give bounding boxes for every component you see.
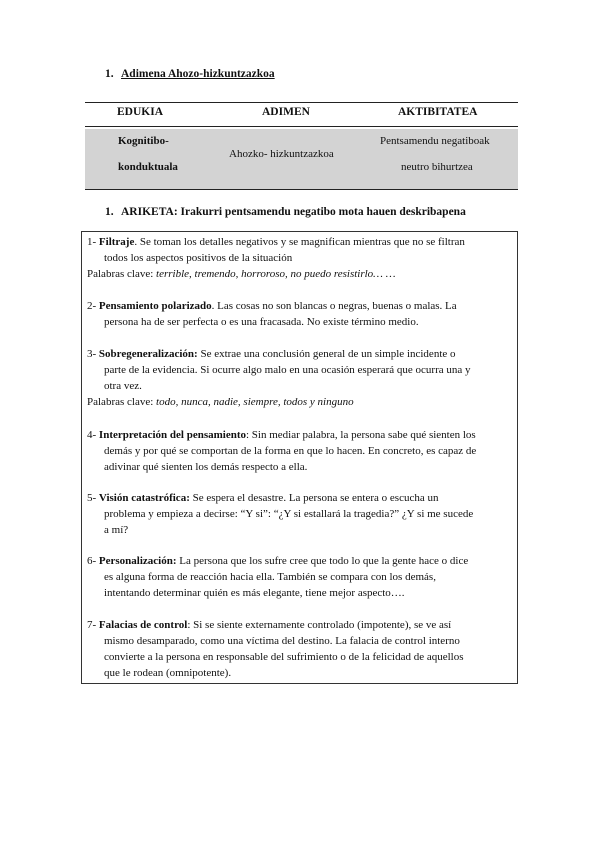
item-desc: otra vez. <box>104 380 142 392</box>
exercise-box <box>81 231 518 684</box>
item-desc: : Si se siente externamente controlado (impotente), se ve así <box>187 619 452 631</box>
item-desc: persona ha de ser perfecta o es una fracasada. No existe término medio. <box>104 316 419 328</box>
table-bottom-rule <box>85 189 518 190</box>
table-top-rule <box>85 102 518 103</box>
cell-aktibitatea-line2: neutro bihurtzea <box>401 161 473 173</box>
item-desc: Se extrae una conclusión general de un simple incidente o <box>197 348 456 360</box>
item-desc: La persona que los sufre cree que todo lo que la gente hace o dice <box>176 555 469 567</box>
keywords: terrible, tremendo, horroroso, no puedo resistirlo… … <box>156 268 396 280</box>
column-header-adimen: ADIMEN <box>262 106 310 118</box>
item-desc: adivinar qué sienten los demás respecto a ella. <box>104 461 308 473</box>
list-item-falacias-de-control <box>87 617 514 681</box>
list-item-filtraje <box>87 234 514 282</box>
cell-adimen: Ahozko- hizkuntzazkoa <box>229 148 334 160</box>
cell-edukia-line1: Kognitibo- <box>118 135 169 147</box>
heading-number: 1. <box>105 68 114 80</box>
section-heading-1 <box>105 68 275 80</box>
item-desc: convierte a la persona en responsable del sufrimiento o de la felicidad de aquellos <box>104 651 464 663</box>
column-header-aktibitatea: AKTIBITATEA <box>398 106 478 118</box>
cell-aktibitatea-line1: Pentsamendu negatiboak <box>380 135 490 147</box>
item-term: Falacias de control <box>98 619 188 631</box>
item-term: Filtraje <box>98 236 135 248</box>
item-term: Visión catastrófica: <box>98 492 190 504</box>
item-number: 7- <box>87 619 97 631</box>
column-header-edukia: EDUKIA <box>117 106 164 118</box>
item-desc: que le rodean (omnipotente). <box>104 667 232 679</box>
heading-text: ARIKETA: Irakurri pentsamendu negatibo mota hauen deskribapena <box>121 206 466 218</box>
item-desc: intentando determinar quién es más elegante, tiene mejor aspecto…. <box>104 587 405 599</box>
list-item-personalizacion <box>87 553 514 601</box>
item-desc: . Las cosas no son blancas o negras, buenas o malas. La <box>211 300 457 312</box>
item-desc: Se espera el desastre. La persona se entera o escucha un <box>189 492 439 504</box>
item-term: Sobregeneralización: <box>98 348 198 360</box>
item-number: 5- <box>87 492 97 504</box>
item-desc: . Se toman los detalles negativos y se magnifican mientras que no se filtran <box>134 236 465 248</box>
heading-number: 1. <box>105 206 114 218</box>
keywords-label: Palabras clave: <box>87 396 157 408</box>
keywords-label: Palabras clave: <box>87 268 157 280</box>
table-header-rule <box>85 126 518 127</box>
item-desc: mismo desamparado, como una víctima del destino. La falacia de control interno <box>104 635 460 647</box>
item-desc: todos los aspectos positivos de la situación <box>104 252 293 264</box>
item-number: 3- <box>87 348 97 360</box>
item-number: 1- <box>87 236 97 248</box>
item-desc: demás y por qué se comportan de la forma en que lo hacen. En concreto, es capaz de <box>104 445 477 457</box>
item-desc: : Sin mediar palabra, la persona sabe qué sienten los <box>246 429 476 441</box>
list-item-interpretacion <box>87 427 514 475</box>
list-item-pensamiento-polarizado <box>87 298 514 330</box>
item-desc: a mí? <box>104 524 129 536</box>
item-desc: es alguna forma de reacción hacia ella. También se compara con los demás, <box>104 571 436 583</box>
item-desc: parte de la evidencia. Si ocurre algo malo en una ocasión esperará que ocurra una y <box>104 364 471 376</box>
item-term: Interpretación del pensamiento <box>98 429 246 441</box>
item-term: Personalización: <box>98 555 177 567</box>
item-desc: problema y empieza a decirse: “Y si”: “¿Y si estallará la tragedia?” ¿Y si me sucede <box>104 508 474 520</box>
list-item-vision-catastrofica <box>87 490 514 538</box>
item-number: 4- <box>87 429 97 441</box>
heading-text: Adimena Ahozo-hizkuntzazkoa <box>121 68 275 80</box>
item-number: 6- <box>87 555 97 567</box>
keywords: todo, nunca, nadie, siempre, todos y ninguno <box>156 396 354 408</box>
cell-edukia-line2: konduktuala <box>118 161 178 173</box>
item-term: Pensamiento polarizado <box>98 300 212 312</box>
item-number: 2- <box>87 300 97 312</box>
list-item-sobregeneralizacion <box>87 346 514 410</box>
section-heading-2 <box>105 206 466 218</box>
